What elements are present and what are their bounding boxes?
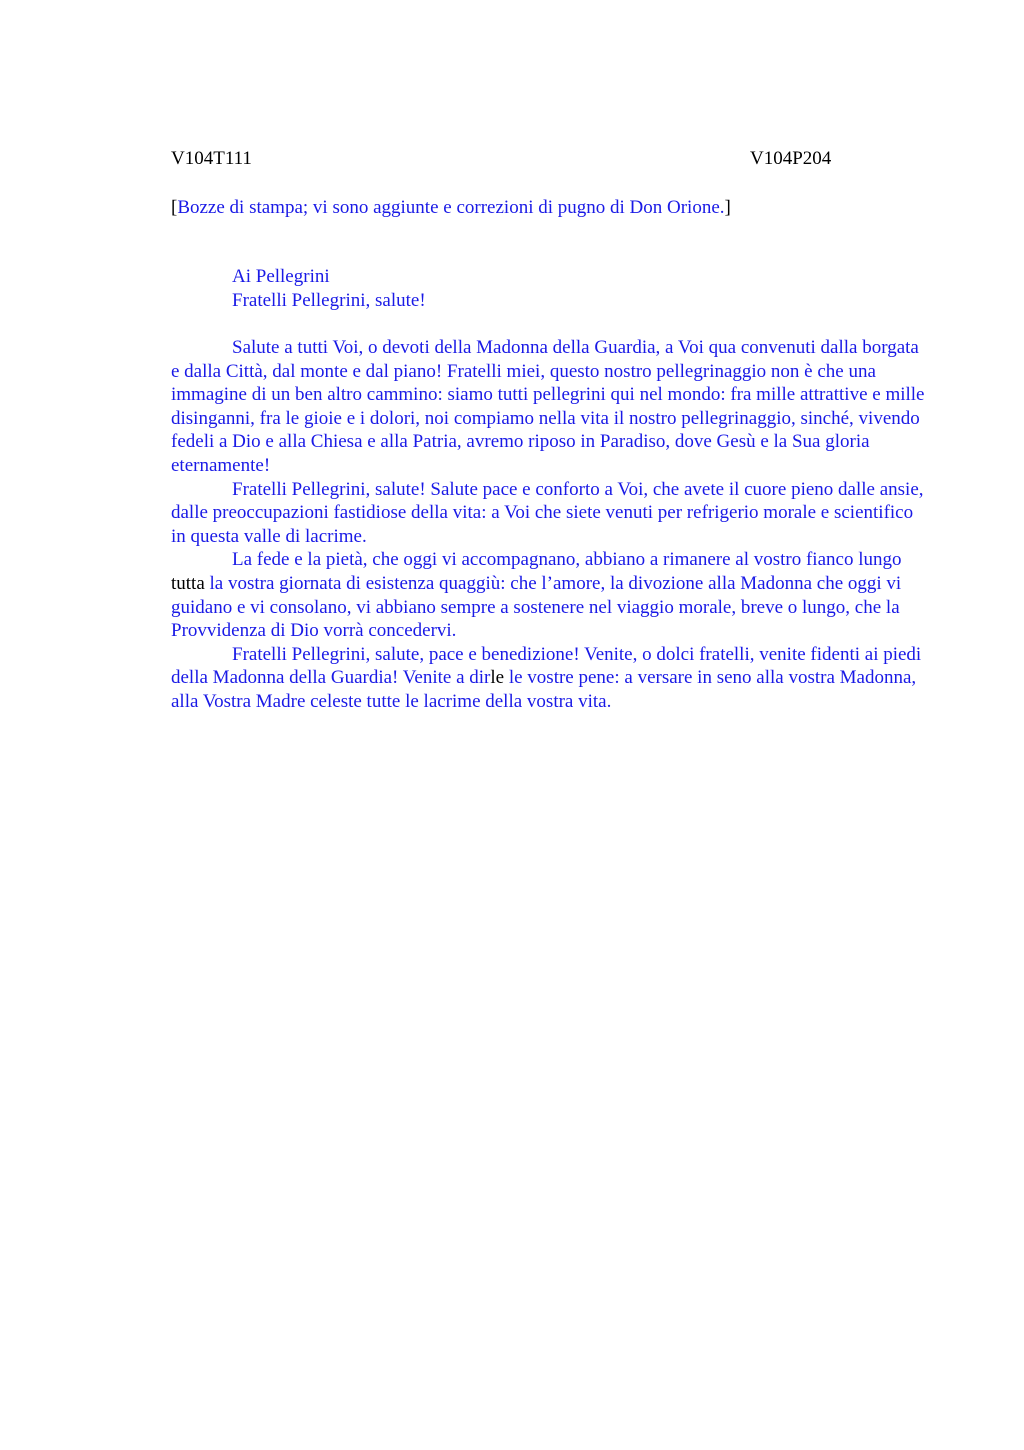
paragraph-3-part-c: la vostra giornata di esistenza quaggiù: che l’amore, la divozione alla Madonna che oggi vi guidano e vi consolano, vi abbiano sempre a sostenere nel viaggio morale, breve o lungo, che la Provvidenza di Dio vorrà concedervi.: [171, 572, 902, 642]
paragraph-3-part-a: La fede e la pietà, che oggi vi accompagnano, abbiano a rimanere al vostro fianco lungo: [232, 549, 902, 571]
document-code-right: V104P204: [750, 148, 832, 169]
paragraph-4-part-a: Fratelli Pellegrini, salute, pace e benedizione! Venite, o dolci fratelli, venite fidenti ai piedi della Madonna della Guardia! Venite a dir: [171, 643, 922, 689]
editorial-note: [171, 196, 731, 220]
greeting-line: Fratelli Pellegrini, salute!: [232, 289, 426, 311]
paragraph-2: Fratelli Pellegrini, salute! Salute pace e conforto a Voi, che avete il cuore pieno dalle ansie, dalle preoccupazioni fastidiose della vita: a Voi che siete venuti per refrigerio morale e scientifico in questa valle di lacrime.: [171, 478, 924, 547]
body-text: [171, 336, 931, 714]
note-open-bracket: [: [171, 197, 178, 218]
paragraph-3: [171, 548, 931, 642]
paragraph-4-part-c: le vostre pene: a versare in seno alla vostra Madonna, alla Vostra Madre celeste tutte le lacrime della vostra vita.: [171, 667, 917, 712]
document-title: Ai Pellegrini: [232, 266, 330, 287]
paragraph-4-printed-word: le: [490, 667, 505, 689]
note-close-bracket: ]: [724, 197, 731, 218]
paragraph-3-printed-word: tutta: [171, 572, 205, 594]
document-code-left: V104T111: [171, 148, 252, 169]
paragraph-4: [171, 643, 931, 714]
title-block: [232, 265, 426, 312]
paragraph-1: Salute a tutti Voi, o devoti della Madonna della Guardia, a Voi qua convenuti dalla borgata e dalla Città, dal monte e dal piano! Fratelli miei, questo nostro pellegrinaggio non è che una immagine di un ben altro cammino: siamo tutti pellegrini qui nel mondo: fra mille attrattive e mille disinganni, fra le gioie e i dolori, noi compiamo nella vita il nostro pellegrinaggio, sinché, vivendo fedeli a Dio e alla Chiesa e alla Patria, avremo riposo in Paradiso, dove Gesù e la Sua gloria eternamente!: [171, 337, 925, 476]
note-text: Bozze di stampa; vi sono aggiunte e correzioni di pugno di Don Orione.: [177, 197, 725, 218]
